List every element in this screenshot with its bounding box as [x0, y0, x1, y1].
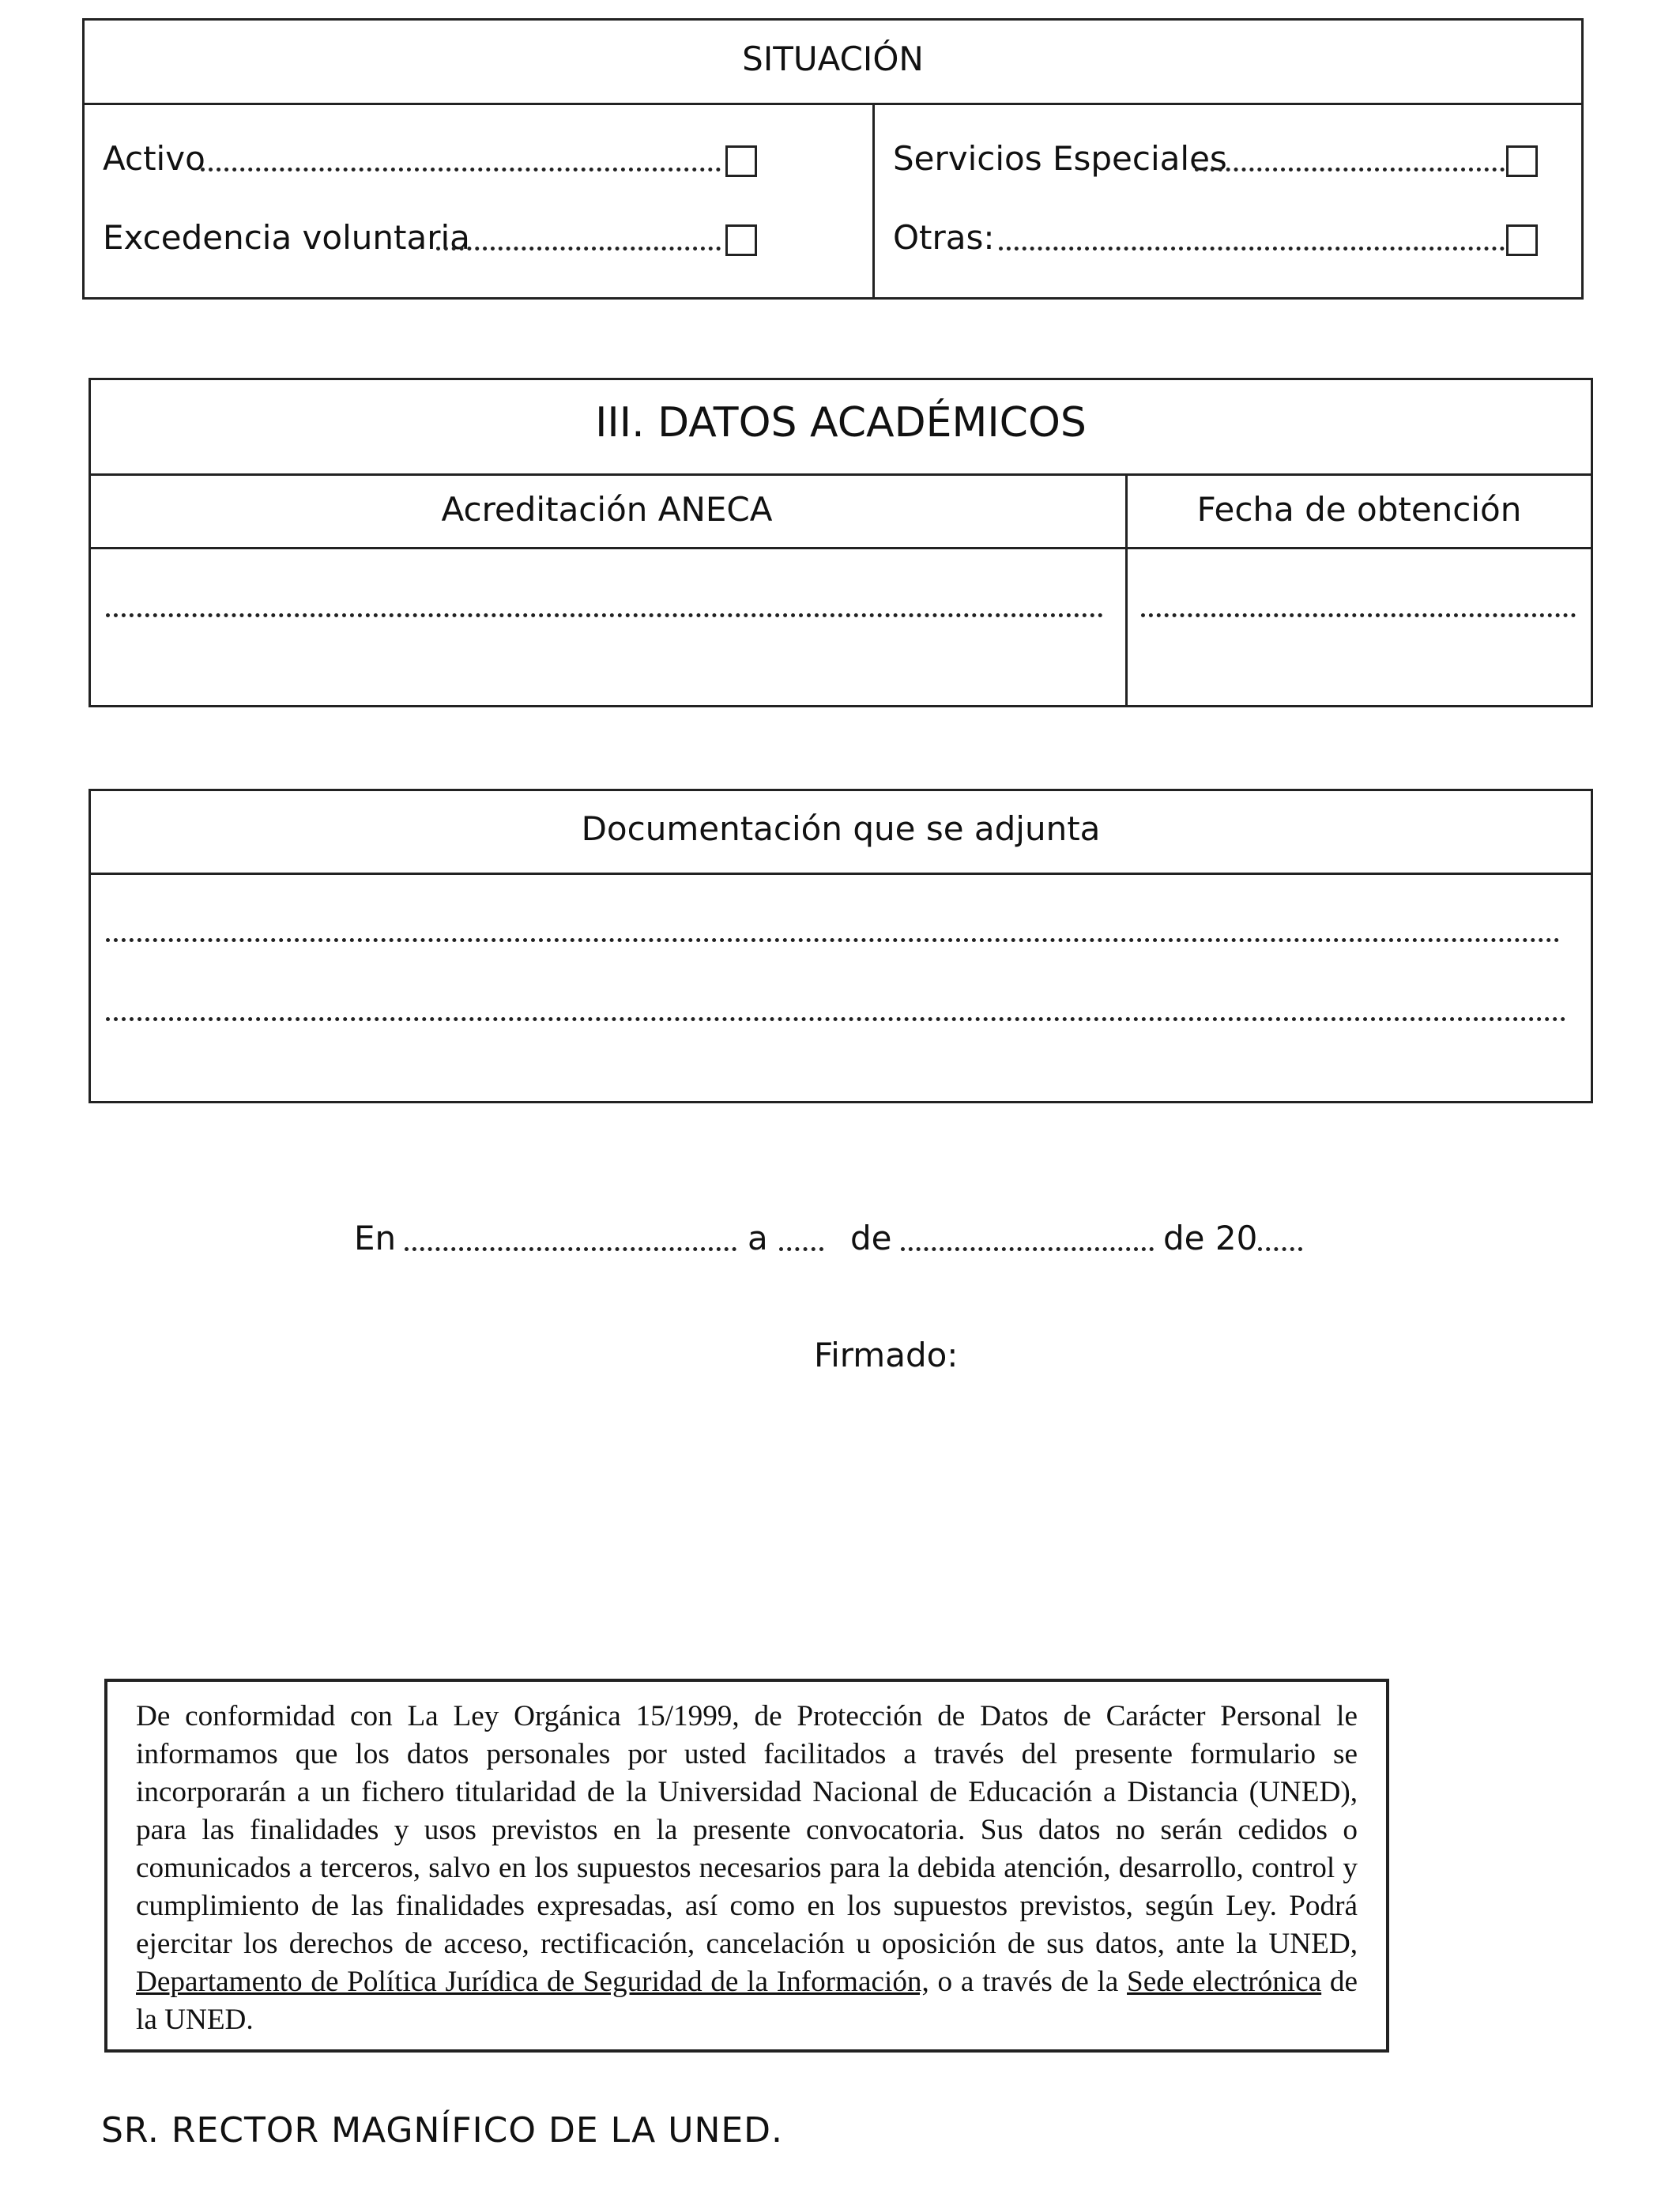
documentacion-title: Documentación que se adjunta	[581, 809, 1101, 848]
excedencia-checkbox[interactable]	[725, 224, 757, 256]
activo-dots	[201, 168, 721, 172]
excedencia-label: Excedencia voluntaria	[103, 218, 470, 257]
firma-anio-field[interactable]	[1258, 1247, 1302, 1251]
departamento-link[interactable]: Departamento de Política Jurídica de Seguridad de la Información,	[136, 1966, 929, 1998]
firmado-label: Firmado:	[814, 1336, 959, 1374]
legal-text-after: de la UNED.	[136, 1966, 1358, 2036]
datos-academicos-header-divider	[89, 473, 1593, 476]
fecha-obtencion-field[interactable]	[1141, 613, 1576, 617]
firma-de-label: de	[850, 1219, 892, 1257]
acreditacion-field[interactable]	[106, 613, 1103, 617]
activo-checkbox[interactable]	[725, 145, 757, 177]
otras-label: Otras:	[893, 218, 995, 257]
acreditacion-header: Acreditación ANECA	[441, 490, 773, 529]
firma-a-label: a	[748, 1219, 768, 1257]
datos-academicos-title: III. DATOS ACADÉMICOS	[595, 399, 1087, 447]
documentacion-divider	[89, 873, 1593, 875]
fecha-obtencion-header: Fecha de obtención	[1196, 490, 1522, 529]
datos-academicos-subheader-divider	[89, 547, 1593, 549]
otras-dots	[999, 247, 1505, 251]
legal-notice	[104, 1679, 1389, 2053]
addressee-footer: SR. RECTOR MAGNÍFICO DE LA UNED.	[101, 2110, 784, 2151]
legal-text-before: De conformidad con La Ley Orgánica 15/1999, de Protección de Datos de Carácter Personal le informamos que los datos personales por usted facilitados a través del presente formulario se incorporarán a un fichero titularidad de la Universidad Nacional de Educación a Distancia (UNED), para las finalidades y usos previstos en la presente convocatoria. Sus datos no serán cedidos o comunicados a terceros, salvo en los supuestos necesarios para la debida atención, desarrollo, control y cumplimiento de las finalidades expresadas, así como en los supuestos previstos, según Ley. Podrá ejercitar los derechos de acceso, rectificación, cancelación u oposición de sus datos, ante la UNED,	[136, 1700, 1358, 1960]
activo-label: Activo	[103, 139, 205, 178]
sede-electronica-link[interactable]: Sede electrónica	[1127, 1966, 1322, 1998]
servicios-checkbox[interactable]	[1506, 145, 1538, 177]
legal-text-middle: o a través de la	[929, 1966, 1128, 1998]
firma-mes-field[interactable]	[901, 1247, 1154, 1251]
situacion-title: SITUACIÓN	[742, 40, 924, 78]
situacion-divider	[82, 103, 1584, 105]
firma-dia-field[interactable]	[779, 1247, 823, 1251]
firma-lugar-field[interactable]	[405, 1247, 736, 1251]
servicios-dots	[1195, 168, 1505, 172]
otras-checkbox[interactable]	[1506, 224, 1538, 256]
excedencia-dots	[436, 247, 721, 251]
situacion-column-divider	[872, 104, 875, 300]
documentacion-line-2[interactable]	[106, 1017, 1566, 1021]
documentacion-line-1[interactable]	[106, 938, 1560, 942]
firma-de-anio-label: de 20	[1163, 1219, 1258, 1257]
servicios-label: Servicios Especiales	[893, 139, 1227, 178]
firma-en-label: En	[354, 1219, 397, 1257]
